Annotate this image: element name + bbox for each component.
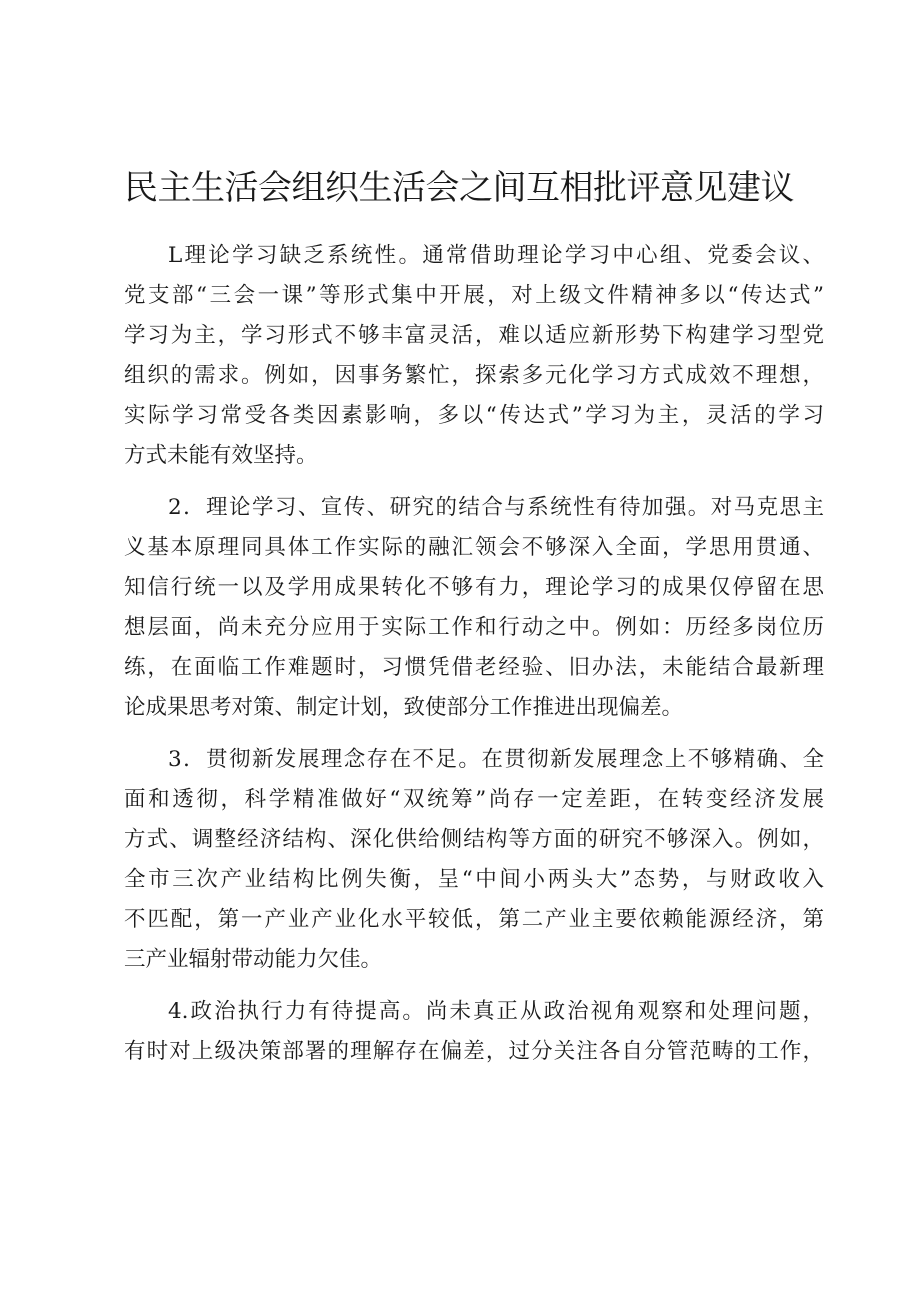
text-line: 方式未能有效坚持。 — [124, 443, 318, 468]
text-line: 有时对上级决策部署的理解存在偏差，过分关注各自分管范畴的工作， — [124, 1039, 824, 1064]
document-body — [124, 236, 824, 1084]
text-line: 实际学习常受各类因素影响，多以“传达式”学习为主，灵活的学习 — [124, 403, 824, 428]
paragraph-4 — [124, 992, 824, 1072]
text-line: 知信行统一以及学用成果转化不够有力，理论学习的成果仅停留在思 — [124, 575, 824, 600]
paragraph-3 — [124, 740, 824, 980]
text-line: 2．理论学习、宣传、研究的结合与系统性有待加强。对马克思主 — [168, 495, 824, 520]
text-line: 义基本原理同具体工作实际的融汇领会不够深入全面，学思用贯通、 — [124, 535, 824, 560]
text-line: 学习为主，学习形式不够丰富灵活，难以适应新形势下构建学习型党 — [124, 323, 824, 348]
text-line: 三产业辐射带动能力欠佳。 — [124, 947, 383, 972]
text-line: L理论学习缺乏系统性。通常借助理论学习中心组、党委会议、 — [168, 243, 824, 268]
text-line: 想层面，尚未充分应用于实际工作和行动之中。例如：历经多岗位历 — [124, 615, 824, 640]
text-line: 面和透彻，科学精准做好“双统筹”尚存一定差距，在转变经济发展 — [124, 787, 824, 812]
text-line: 3．贯彻新发展理念存在不足。在贯彻新发展理念上不够精确、全 — [168, 747, 824, 772]
text-line: 组织的需求。例如，因事务繁忙，探索多元化学习方式成效不理想， — [124, 363, 824, 388]
paragraph-2 — [124, 488, 824, 728]
paragraph-1 — [124, 236, 824, 476]
text-line: 论成果思考对策、制定计划，致使部分工作推进出现偏差。 — [124, 695, 684, 720]
text-line: 4.政治执行力有待提高。尚未真正从政治视角观察和处理问题， — [168, 999, 824, 1024]
document-title: 民主生活会组织生活会之间互相批评意见建议 — [124, 168, 794, 208]
text-line: 练，在面临工作难题时，习惯凭借老经验、旧办法，未能结合最新理 — [124, 655, 824, 680]
text-line: 不匹配，第一产业产业化水平较低，第二产业主要依赖能源经济，第 — [124, 907, 824, 932]
text-line: 全市三次产业结构比例失衡，呈“中间小两头大”态势，与财政收入 — [124, 867, 824, 892]
text-line: 方式、调整经济结构、深化供给侧结构等方面的研究不够深入。例如， — [124, 827, 824, 852]
text-line: 党支部“三会一课”等形式集中开展，对上级文件精神多以“传达式” — [124, 283, 824, 308]
